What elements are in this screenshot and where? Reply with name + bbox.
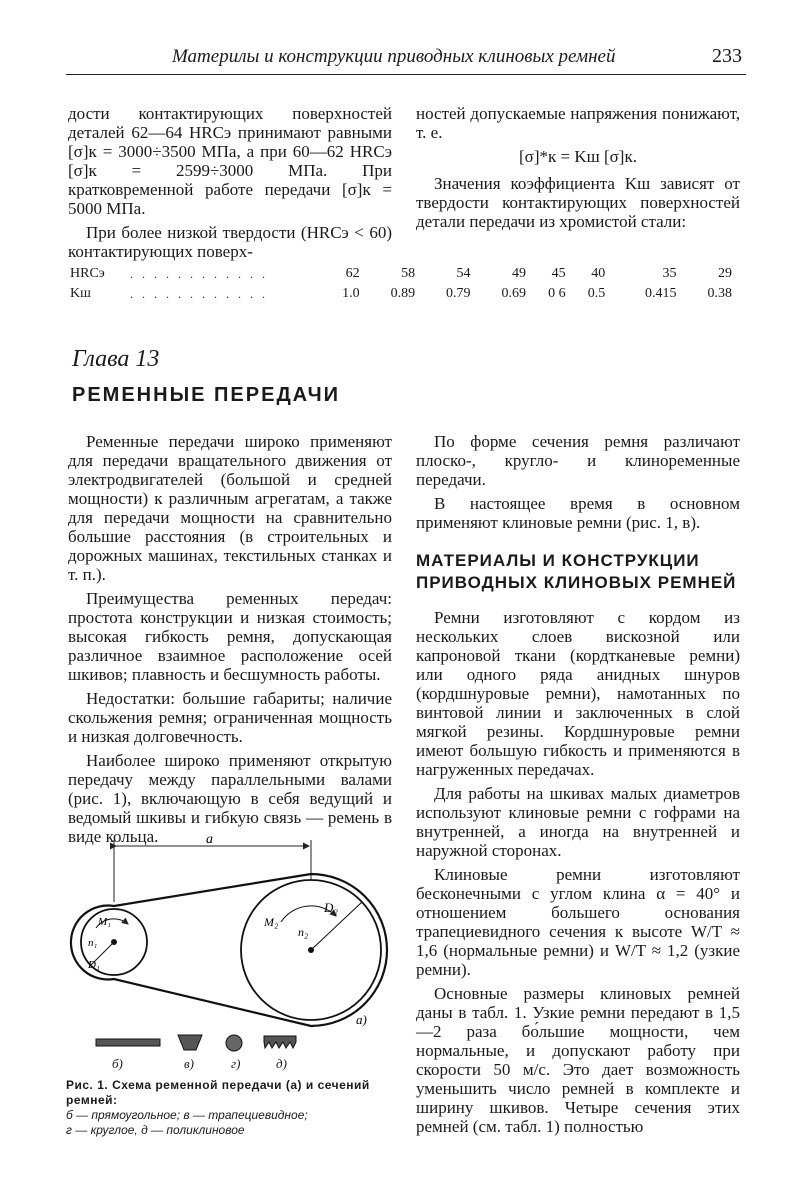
chapter-title: РЕМЕННЫЕ ПЕРЕДАЧИ [72,384,341,406]
leader-dots: . . . . . . . . . . . . [130,266,268,281]
paragraph: По форме сечения ремня различают плоско-, кругло- и клиноременные передачи. [416,432,740,489]
table-row [70,264,732,284]
table-cell: 49 [511,266,526,281]
running-header [66,40,746,75]
label-g: г) [231,1056,241,1071]
paragraph: Ременные передачи широко применяют для передачи вращательного движения от электродвигателей (большой и средней мощности) к различным агрегатам, а также для передачи мощности на сравнительно большие расстояния (в строительных и дорожных машинах, текстильных станках и т. п.). [68,432,392,584]
round-belt-section [226,1035,242,1051]
paragraph: В настоящее время в основном применяют клиновые ремни (рис. 1, в). [416,494,740,532]
paragraph: Клиновые ремни изготовляют бесконечными с углом клина α = 40° и отношением большего основания трапециевидного сечения к высоте W/T ≈ 1,6 (нормальные ремни) и W/T ≈ 1,2 (узкие ремни). [416,865,740,979]
section-title: МАТЕРИАЛЫ И КОНСТРУКЦИИ ПРИВОДНЫХ КЛИНОВЫХ РЕМНЕЙ [416,551,737,592]
caption-legend-2: г — круглое, д — поликлиновое [66,1123,245,1137]
label-n2: n₂ [298,925,309,939]
v-belt-section [178,1035,202,1050]
table-cell: 54 [456,266,471,281]
paragraph: ностей допускаемые напряжения понижают, т. е. [416,104,740,142]
top-right-column [416,104,740,236]
table-row [70,284,732,304]
paragraph: Значения коэффициента Kш зависят от твердости контактирующих поверхностей детали передачи из хромистой стали: [416,174,740,231]
flat-belt-section [96,1039,160,1046]
table-cell: 58 [401,266,416,281]
table-cell: 0 6 [548,286,566,301]
formula: [σ]*к = Kш [σ]к. [519,147,637,166]
table-cell: 0.69 [501,286,526,301]
caption-legend-1: б — прямоугольное; в — трапециевидное; [66,1108,308,1122]
hardness-table [70,264,732,304]
dimension-label: a [206,832,213,847]
label-v: в) [184,1056,194,1071]
paragraph: Недостатки: большие габариты; наличие скольжения ремня; ограниченная мощность и низкая долговечность. [68,689,392,746]
belt-drive-figure [66,832,396,1052]
label-m1: M₁ [98,916,111,928]
table-cell: 40 [591,266,606,281]
label-b: б) [112,1056,123,1071]
page-number: 233 [712,45,742,67]
label-a: а) [356,1012,367,1027]
table-cell: 0.415 [644,286,677,301]
paragraph: При более низкой твердости (HRCэ < 60) контактирующих поверх- [68,223,392,261]
section-labels [66,1056,396,1074]
paragraph: Для работы на шкивах малых диаметров используют клиновые ремни с гофрами на внутренней, а иногда на внутренней и наружной сторонах. [416,784,740,860]
label-d: д) [276,1056,287,1071]
table-cell: 45 [551,266,566,281]
table-cell: 35 [662,266,677,281]
paragraph: дости контактирующих поверхностей деталей 62—64 HRCэ принимают равными [σ]к = 3000÷3500 МПа, а при 60—62 HRCэ [σ]к = 2599÷3000 МПа. При кратковременной работе передачи [σ]к = 5000 МПа. [68,104,392,218]
row-label: HRCэ [70,266,105,281]
label-d2: D₂ [324,900,338,915]
caption-head: Рис. 1. Схема ременной передачи (а) и сечений ремней: [66,1078,370,1107]
poly-v-belt-section [264,1036,296,1048]
table-cell: 0.5 [587,286,606,301]
leader-dots: . . . . . . . . . . . . [130,286,268,301]
table-cell: 0.89 [390,286,416,301]
right-column [416,432,740,1141]
paragraph: Преимущества ременных передач: простота конструкции и низкая стоимость; высокая гибкость ремня, допускающая различное взаимное расположение осей шкивов; плавность и бесшумность работы. [68,589,392,684]
table-cell: 62 [345,266,360,281]
label-m2: M₂ [264,915,279,929]
table-cell: 29 [718,266,732,281]
figure-caption [66,1078,396,1138]
left-column [68,432,392,851]
top-left-column [68,104,392,266]
paragraph: Основные размеры клиновых ремней даны в табл. 1. Узкие ремни передают в 1,5—2 раза бо́льшие мощности, чем нормальные, и допускают работу при скорости 50 м/с. Это дает возможность уменьшить число ремней в комплекте и ширину шкивов. Четыре сечения этих ремней (см. табл. 1) полностью [416,984,740,1136]
running-title: Материлы и конструкции приводных клиновых ремней [172,46,616,67]
chapter-label: Глава 13 [72,346,160,372]
label-n1: n₁ [88,937,98,949]
table-cell: 0.79 [446,286,471,301]
paragraph: Наиболее широко применяют открытую передачу между параллельными валами (рис. 1), включающую в себя ведущий и ведомый шкивы и гибкую связь — ремень в виде кольца. [68,751,392,846]
row-label: Kш [70,286,91,301]
table-cell: 1.0 [342,286,360,301]
label-d1: D₁ [88,959,100,971]
paragraph: Ремни изготовляют с кордом из нескольких слоев вискозной или капроновой ткани (кордтканевые ремни) или одного ряда анидных шнуров (кордшнуровые ремни), намотанных по винтовой линии и заключенных в слой мягкой резины. Кордшнуровые ремни имеют большую гибкость и применяются в нагруженных передачах. [416,608,740,779]
table-cell: 0.38 [707,286,732,301]
